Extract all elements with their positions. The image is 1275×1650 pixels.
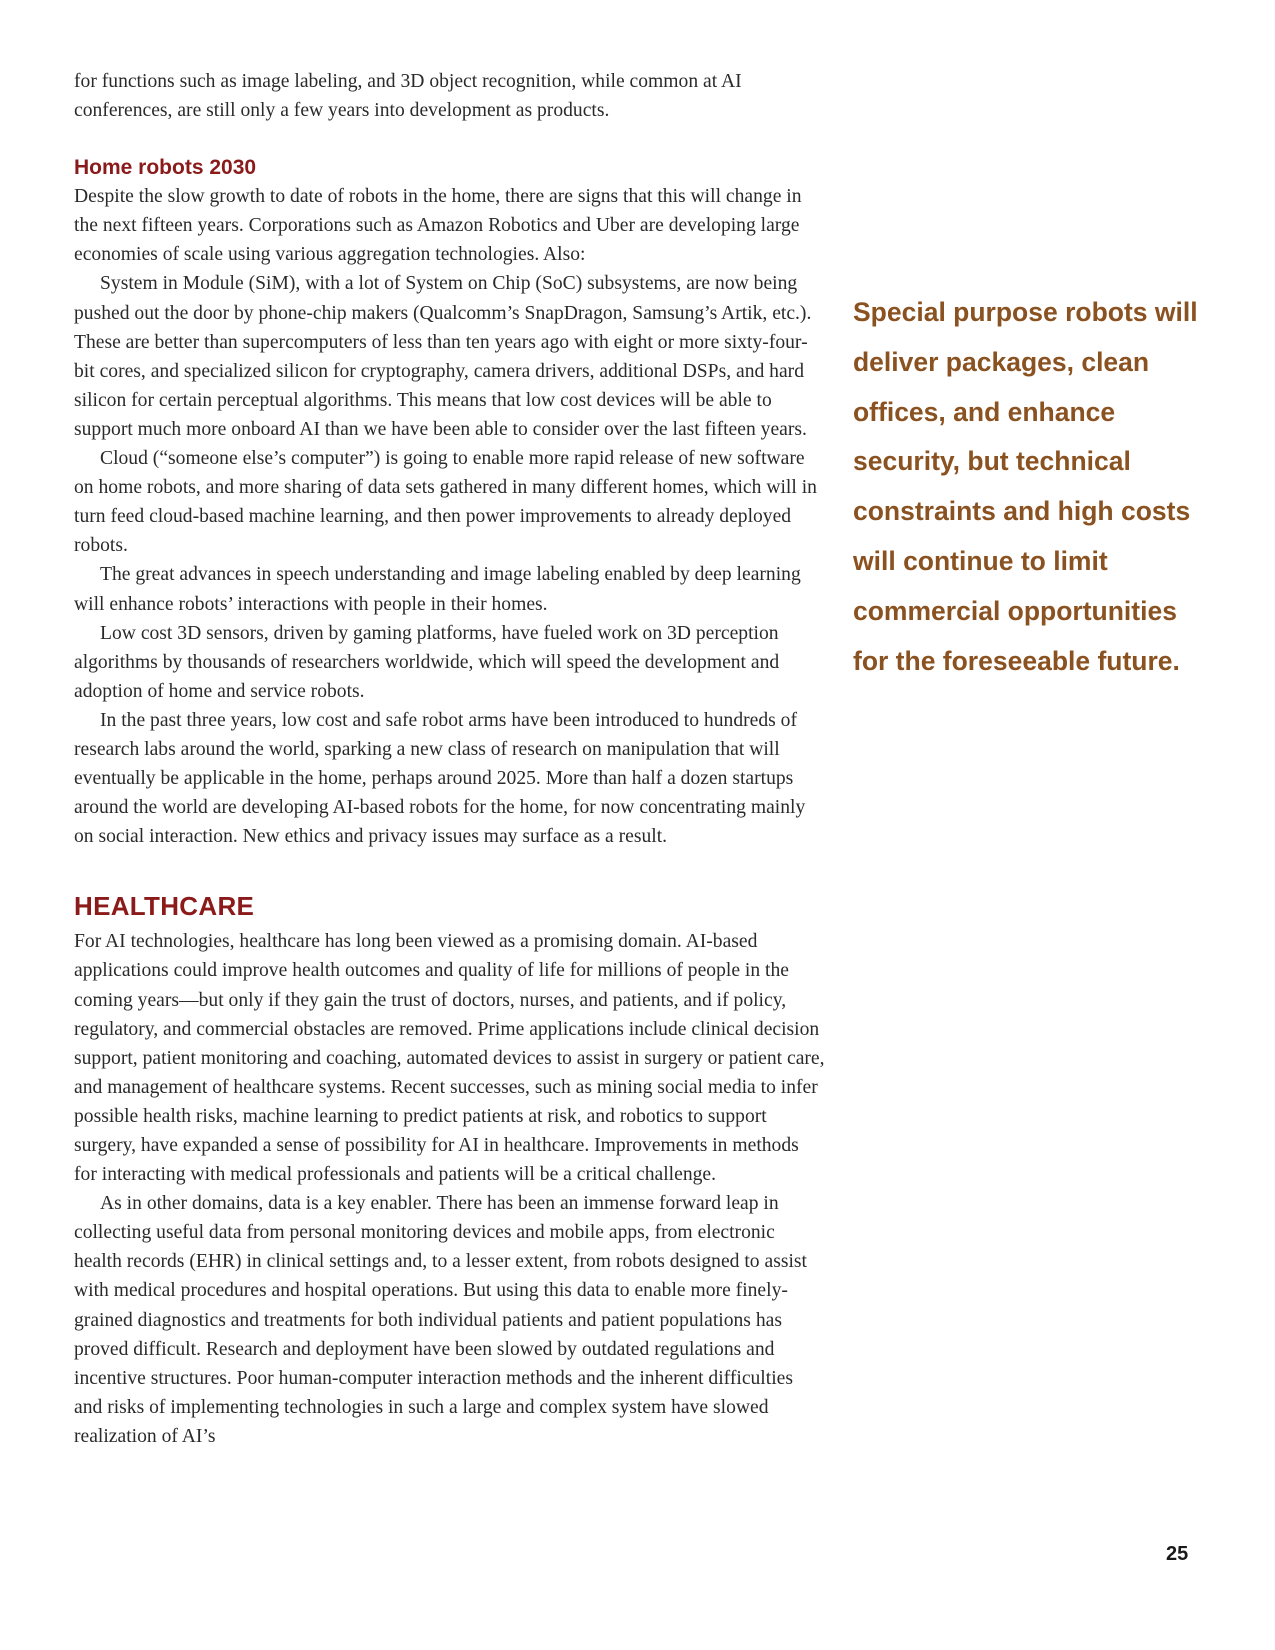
healthcare-paragraph-1: For AI technologies, healthcare has long been viewed as a promising domain. AI-based applications could improve health outcomes and quality of life for millions of people in the coming years—but only if they gain the trust of doctors, nurses, and patients, and if policy, regulatory, and commercial obstacles are removed. Prime applications include clinical decision support, patient monitoring and coaching, automated devices to assist in surgery or patient care, and management of healthcare systems. Recent successes, such as mining social media to infer possible health risks, machine learning to predict patients at risk, and robotics to support surgery, have expanded a sense of possibility for AI in healthcare. Improvements in methods for interacting with medical professionals and patients will be a critical challenge. <box>74 931 825 1186</box>
pull-quote: Special purpose robots will deliver packages, clean offices, and enhance security, but technical constraints and high costs will continue to limit commercial opportunities for the foreseeable future. <box>853 297 1198 676</box>
intro-paragraph: for functions such as image labeling, and 3D object recognition, while common at AI conferences, are still only a few years into development as products. <box>74 71 742 122</box>
healthcare-paragraph-2: As in other domains, data is a key enabler. There has been an immense forward leap in collecting useful data from personal monitoring devices and mobile apps, from electronic health records (EHR) in clinical settings and, to a lesser extent, from robots designed to assist with medical procedures and hospital operations. But using this data to enable more finely-grained diagnostics and treatments for both individual patients and patient populations has proved difficult. Research and deployment have been slowed by outdated regulations and incentive structures. Poor human-computer interaction methods and the inherent difficulties and risks of implementing technologies in such a large and complex system have slowed realization of AI’s <box>74 1193 807 1447</box>
home-robots-paragraph-1: Despite the slow growth to date of robots in the home, there are signs that this will change in the next fifteen years. Corporations such as Amazon Robotics and Uber are developing large economies of scale using various aggregation technologies. Also: <box>74 186 802 266</box>
home-robots-paragraph-2: System in Module (SiM), with a lot of System on Chip (SoC) subsystems, are now being pushed out the door by phone-chip makers (Qualcomm’s SnapDragon, Samsung’s Artik, etc.). These are better than supercomputers of less than ten years ago with eight or more sixty-four-bit cores, and specialized silicon for cryptography, camera drivers, additional DSPs, and hard silicon for certain perceptual algorithms. This means that low cost devices will be able to support much more onboard AI than we have been able to consider over the last fifteen years. <box>74 273 812 440</box>
home-robots-paragraph-6: In the past three years, low cost and safe robot arms have been introduced to hundreds of research labs around the world, sparking a new class of research on manipulation that will eventually be applicable in the home, perhaps around 2025. More than half a dozen startups around the world are developing AI-based robots for the home, for now concentrating mainly on social interaction. New ethics and privacy issues may surface as a result. <box>74 709 806 848</box>
page-number: 25 <box>1166 1543 1189 1565</box>
home-robots-paragraph-3: Cloud (“someone else’s computer”) is going to enable more rapid release of new software on home robots, and more sharing of data sets gathered in many different homes, which will in turn feed cloud-based machine learning, and then power improvements to already deployed robots. <box>74 448 817 557</box>
healthcare-heading: HEALTHCARE <box>74 891 255 922</box>
main-text-column <box>74 67 826 1451</box>
home-robots-paragraph-4: The great advances in speech understanding and image labeling enabled by deep learning will enhance robots’ interactions with people in their homes. <box>74 564 801 615</box>
home-robots-paragraph-5: Low cost 3D sensors, driven by gaming platforms, have fueled work on 3D perception algorithms by thousands of researchers worldwide, which will speed the development and adoption of home and service robots. <box>74 622 780 702</box>
home-robots-heading: Home robots 2030 <box>74 156 257 180</box>
